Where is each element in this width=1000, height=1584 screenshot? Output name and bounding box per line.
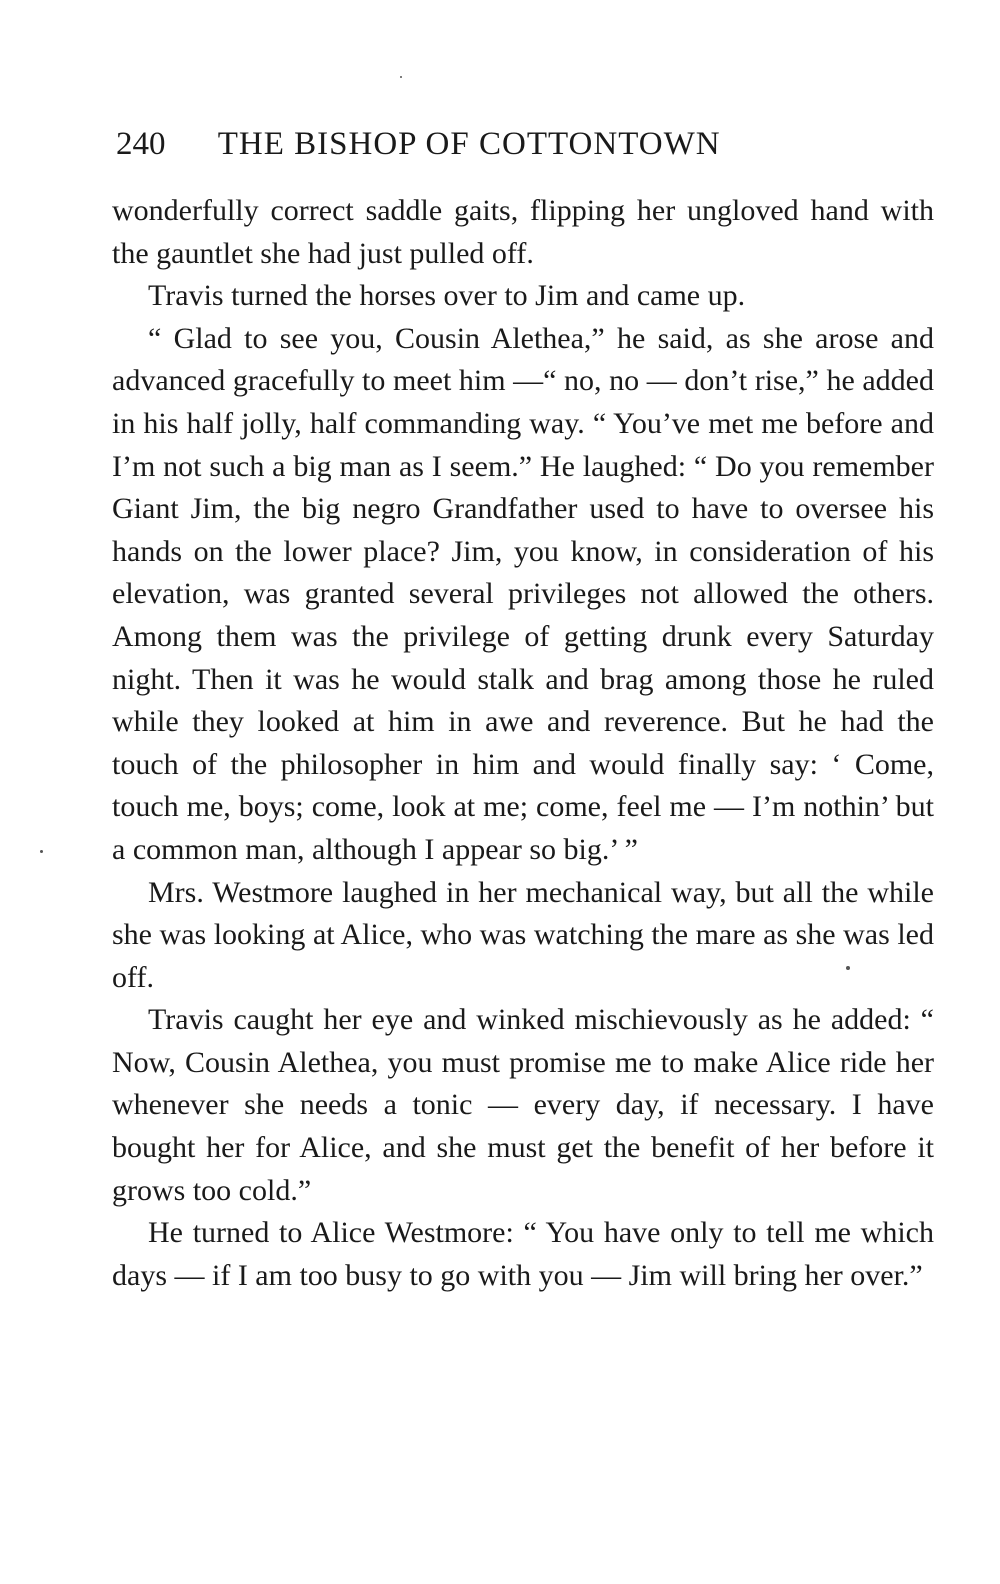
paragraph-2: Travis turned the horses over to Jim and came up. <box>148 279 746 313</box>
scan-speck <box>400 76 402 78</box>
running-title: THE BISHOP OF COTTONTOWN <box>217 126 721 162</box>
paragraph-4: Mrs. Westmore laughed in her mechanical way, but all the while she was looking at Alice, who was watching the mare as she was led off. <box>112 875 934 994</box>
paragraph-6: He turned to Alice Westmore: “ You have only to tell me which days — if I am too busy to go with you — Jim will bring her over.” <box>112 1216 934 1292</box>
scan-speck <box>846 966 850 970</box>
paragraph-1: wonderfully correct saddle gaits, flipping her ungloved hand with the gauntlet she had just pulled off. <box>112 194 934 270</box>
body-text <box>112 190 934 1297</box>
paragraph-3: “ Glad to see you, Cousin Alethea,” he said, as she arose and advanced gracefully to meet him —“ no, no — don’t rise,” he added in his half jolly, half commanding way. “ You’ve met me before and I’m not such a big man as I seem.” He laughed: “ Do you remember Giant Jim, the big negro Grandfather used to have to oversee his hands on the lower place? Jim, you know, in consideration of his elevation, was granted several privileges not allowed the others. Among them was the privilege of getting drunk every Saturday night. Then it was he would stalk and brag among those he ruled while they looked at him in awe and reverence. But he had the touch of the philosopher in him and would finally say: ‘ Come, touch me, boys; come, look at me; come, feel me — I’m nothin’ but a common man, although I appear so big.’ ” <box>112 321 934 866</box>
running-header <box>116 124 936 164</box>
scan-speck <box>40 850 43 853</box>
paragraph-5: Travis caught her eye and winked mischievously as he added: “ Now, Cousin Alethea, you must promise me to make Alice ride her whenever she needs a tonic — every day, if necessary. I have bought her for Alice, and she must get the benefit of her before it grows too cold.” <box>112 1003 934 1207</box>
page-number: 240 <box>116 126 166 162</box>
